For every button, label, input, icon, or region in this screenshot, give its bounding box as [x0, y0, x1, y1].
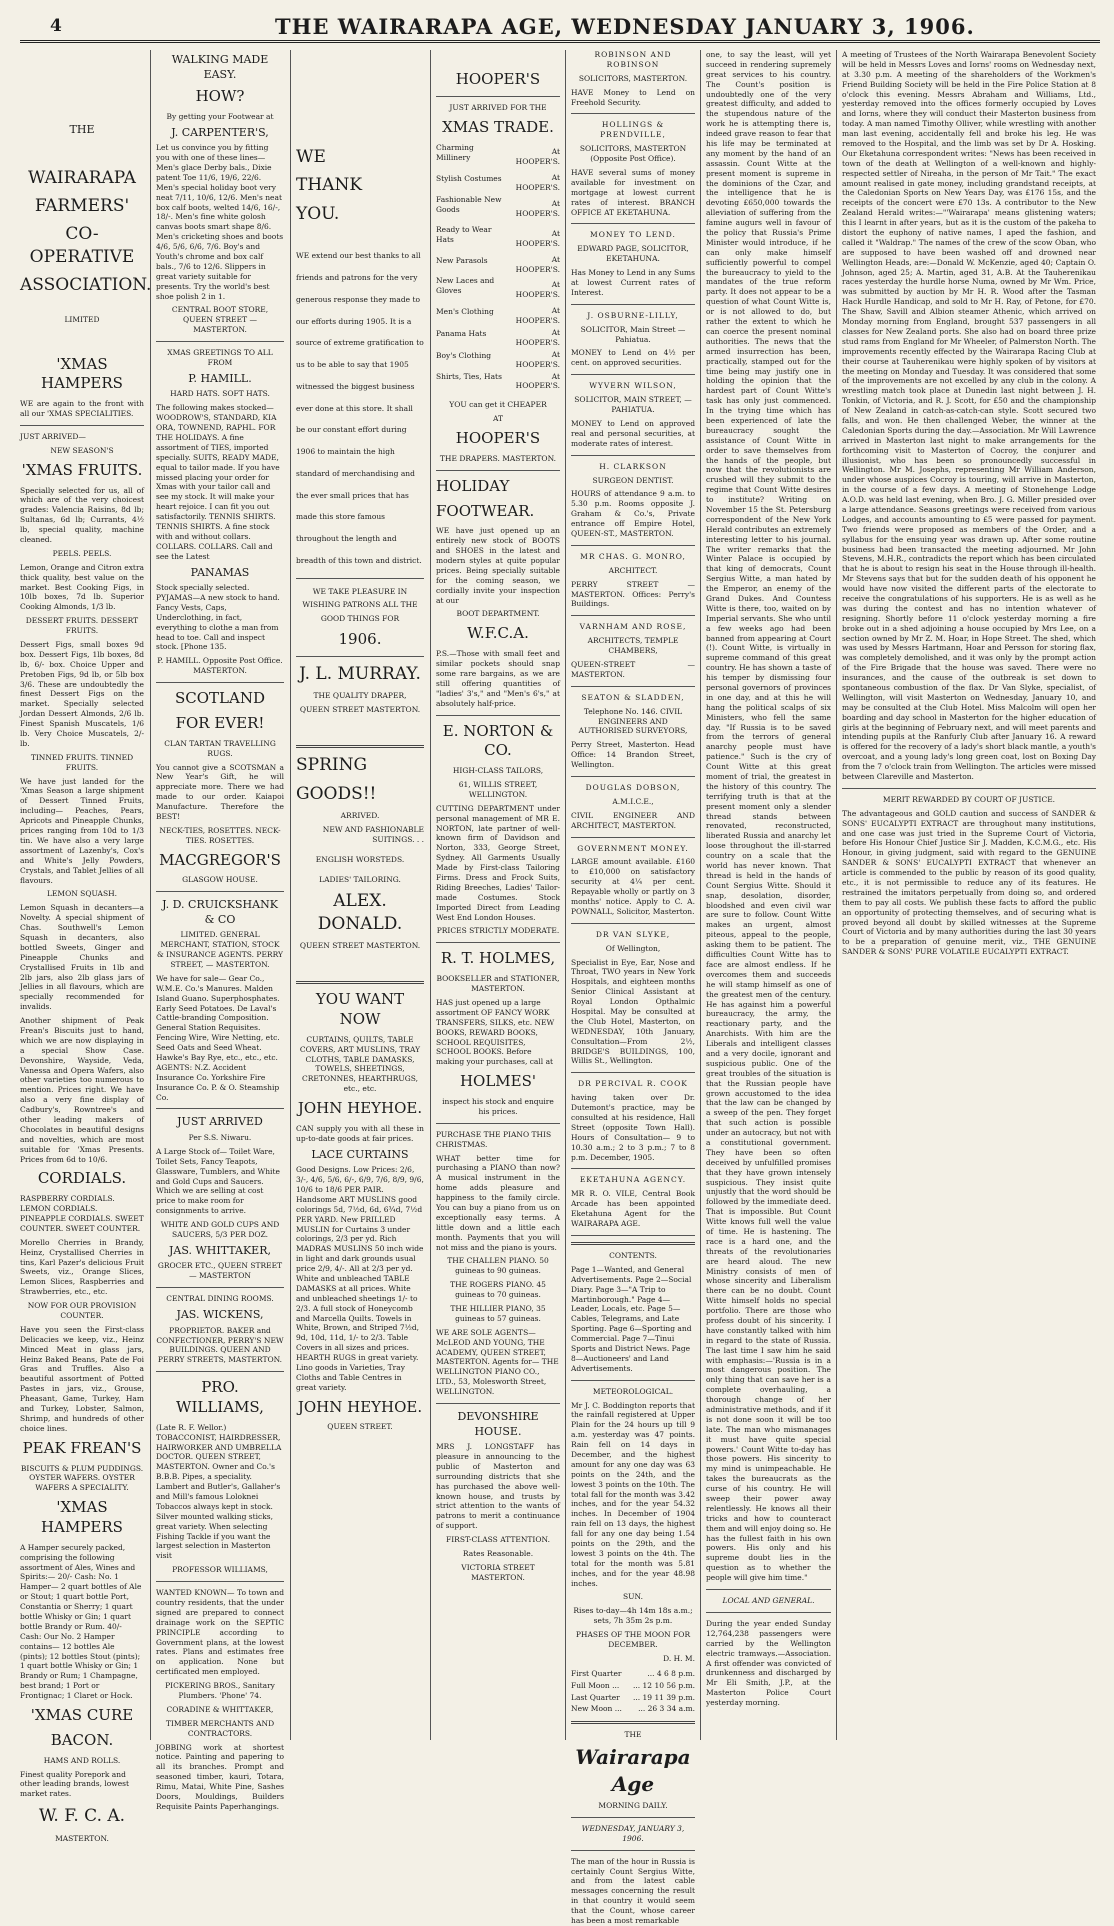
column-1	[20, 50, 152, 1843]
card-heading: WYVERN WILSON,	[589, 381, 677, 391]
ad-thanks: WE extend our best thanks to all friends and patrons for the very generous response they made to our efforts during 1905. It is a source of extreme gratification to us to be able to say that 1905 witnessed the biggest business ever done at this store. It shall be our constant effort during 1906 to maintain the high standard of merchandising and the ever small prices that has made this store famous throughout the length and breadth of this town and district.	[296, 251, 424, 565]
ad-you: YOU.	[296, 203, 340, 224]
moon-row	[571, 1680, 695, 1692]
merit-heading: MERIT REWARDED BY COURT OF JUSTICE.	[882, 794, 1056, 804]
ad-carpenter: J. CARPENTER'S,	[171, 125, 269, 139]
ad-carpenter-desc: Let us convince you by fitting you with one of these lines— Men's glace Derby bals., Dixie patent Toe 11/6, 19/6, 22/6. Men's special holiday boot very neat 7/11, 10/6, 12/6. Men's neat box calf boots, welted 14/6, 16/-, 18/-. Men's fine white golosh canvas boots smart shape 8/6. Men's cricketing shoes and boots 4/6, 5/6, 6/6, 7/6. Boy's and Youth's chrome and box calf bals., 7/6 to 12/6. Slippers in great variety suitable for presents. Try the world's best shoe polish 2 in 1.	[156, 143, 284, 301]
moon-row	[571, 1703, 695, 1715]
ad-foot-desc: WE have just opened up an entirely new stock of BOOTS and SHOES in the latest and modern styles at quite popular prices. Being specially suitable for the coming season, we cordially invite your inspection at our	[436, 526, 560, 605]
local-general-text: During the year ended Sunday 12,764,238 passengers were carried by the Wellington electric tramways.—Association. A first offender was convicted of drunkenness and discharged by Mr Eli Smith, J.P., at the Masterton Police Court yesterday morning.	[706, 1618, 831, 1708]
ad-murray: J. L. MURRAY.	[299, 663, 421, 684]
ad-hamill-desc-2: Stock specially selected. PYJAMAS—A new stock to hand. Fancy Vests, Caps, Underclothing, in fact, everything to clothe a man from head to toe. Call and inspect stock. [Phone 135.	[156, 583, 280, 652]
ad-panamas: PANAMAS	[190, 565, 250, 579]
ad-hoopers: HOOPER'S	[455, 70, 541, 88]
hooper-row	[436, 194, 560, 224]
moon-phase: First Quarter	[571, 1668, 622, 1678]
ad-just-arrived: JUST ARRIVED	[177, 1115, 263, 1129]
ad-wfca: W. F. C. A.	[38, 1806, 126, 1827]
card-subheading: ARCHITECTS, TEMPLE CHAMBERS,	[587, 636, 679, 656]
card-subheading: A.M.I.C.E.,	[612, 796, 654, 806]
ad-bacon-sub: HAMS AND ROLLS.	[43, 1755, 121, 1765]
professional-card	[571, 120, 695, 224]
ad-victoria: VICTORIA STREET MASTERTON.	[461, 1562, 535, 1582]
ad-dessert-desc: Dessert Figs, small boxes 9d box. Dessert Figs, 1lb boxes, 8d lb, 6/- box. Choice Upper and Pretoben Figs, 9d lb, or 5lb box 3/6. These are undoubtedly the finest Dessert Figs on the market. Specially selected Jordan Dessert Almonds, 2/6 lb. Finest Spanish Muscatels, 1/6 lb. Very Choice Muscatels, 2/- lb.	[20, 640, 144, 748]
ad-spring: SPRING	[296, 755, 368, 776]
card-heading: HOLLINGS & PRENDVILLE,	[600, 120, 666, 140]
hooper-row	[436, 142, 560, 172]
ad-carpenter-addr: CENTRAL BOOT STORE, QUEEN STREET — MASTERTON.	[171, 305, 269, 335]
professional-card	[571, 230, 695, 304]
professional-card	[571, 311, 695, 375]
ad-walking: WALKING MADE EASY.	[171, 53, 269, 81]
ad-prices: PRICES STRICTLY MODERATE.	[436, 926, 560, 936]
ad-holmes-2: HOLMES'	[459, 1072, 537, 1091]
ad-wick-desc: PROPRIETOR. BAKER and CONFECTIONER, PERRY'S NEW BUILDINGS. QUEEN AND PERRY STREETS, MASTERTON.	[156, 1325, 284, 1365]
ad-arrived-sub: Per S.S. Niwaru.	[188, 1133, 252, 1142]
card-text: Perry Street, Masterton. Head Office: 14 Brandon Street, Wellington.	[571, 740, 695, 770]
paper-daily: MORNING DAILY.	[598, 1801, 668, 1811]
ad-bacon-desc: Finest quality Porepork and other leading brands, lowest market rates.	[20, 1769, 130, 1799]
card-text: HAVE Money to Lend on Freehold Security.	[571, 87, 695, 107]
hooper-at: At HOOPER'S.	[515, 199, 560, 218]
ad-cruick-sub: LIMITED. GENERAL MERCHANT, STATION, STOCK & INSURANCE AGENTS. PERRY STREET, — MASTERTON.	[157, 930, 283, 970]
column-rule	[836, 50, 837, 1740]
ad-peel-desc: Lemon, Orange and Citron extra thick quality, best value on the market. Best Cooking Figs, in 10lb boxes, 7d lb. Superior Cooking Almonds, 1/3 lb.	[20, 562, 144, 612]
moon-row	[571, 1692, 695, 1704]
card-text: PERRY STREET — MASTERTON. Offices: Perry's Buildings.	[571, 579, 695, 609]
moon-time: ... 12 10 56 p.m.	[633, 1680, 695, 1690]
card-heading: SEATON & SLADDEN,	[581, 692, 685, 702]
ad-norton-addr: 61, WILLIS STREET, WELLINGTON.	[458, 780, 538, 799]
paper-name: Wairarapa Age	[575, 1745, 691, 1796]
paper-the: THE	[624, 1730, 642, 1740]
column-rule	[150, 50, 151, 1740]
ad-cups: WHITE AND GOLD CUPS AND SAUCERS, 5/3 PER DOZ.	[160, 1220, 280, 1240]
card-heading: DOUGLAS DOBSON,	[585, 782, 681, 792]
professional-card	[571, 552, 695, 616]
ad-donald-addr: QUEEN STREET MASTERTON.	[299, 941, 421, 951]
ad-hillier: THE HILLIER PIANO, 35 guineas to 57 guineas.	[450, 1304, 546, 1323]
hooper-at: At HOOPER'S.	[515, 254, 560, 274]
ad-hats: HARD HATS. SOFT HATS.	[170, 389, 270, 399]
card-text: HOURS of attendance 9 a.m. to 5.30 p.m. Rooms opposite J. Graham & Co.'s, Private entrance off Empire Hotel, QUEEN-ST., MASTERTON.	[571, 489, 695, 538]
ad-just-arrived: JUST ARRIVED—	[20, 431, 86, 441]
column-3	[296, 50, 424, 1740]
local-news: A meeting of Trustees of the North Wairarapa Benevolent Society will be held in Messrs Loves and Iorns' rooms on Wednesday next, at 3.30 p.m. A meeting of the shareholders of the Workmen's Friend Building Society will be held in the Fire Police Station at 8 o'clock this evening. Messrs Abraham and Williams, Ltd., yesterday removed into the offices formerly occupied by Loves and Iorns, where they will conduct their Masterton business from today. A man named Timothy Olliver, while wrestling with another man last evening, accidentally fell and broke his leg. He was removed to the Hospital, and the limb was set by Dr A. Hosking. Our Eketahuna correspondent writes: "News has been received in town of the death at Wellington of a well-known and highly-respected settler of Nireaha, in the person of Mr Tait." The exact amount realised in gate money, including grandstand receipts, at the Caledonian Sports on New Years Day, was £176 15s, and the receipts of the concert were £70 13s. A contributor to the New Zealand Herald writes:—"'Wairarapa' means glistening waters; this I learnt in after years, but as it is the custom of the pakeha to distort the euphony of native names, I aped the fashion, and called it "Waldrap." The names of the crew of the scow Oban, who are supposed to have been washed off and drowned near Wellington Heads, are:—Donald W. McKenzie, aged 40; Captain O. Johnson, aged 25; A. Martin, aged 31, A.B. At the Tauherenikau races yesterday the hurdle horse Numa, owned by Mr Wm. Price, was submitted by auction by Mr H. R. Wood after the Tasman Hack Hurdle Handicap, and sold to Mr H. Ray, of Petone, for £70. The Shaw, Savill and Albion steamer Athenic, which arrived on Monday morning from England, brought 537 passengers in all classes for New Zealand ports. She also had on board three prize stud rams from England for Mr Wheeler, of Palmerston North. The improvements recently effected by the Wairarapa Racing Club at their course at Tauherenikau were highly spoken of by visitors at the meeting on Monday and Tuesday. It was considered that some of the improvements are not excelled by any club in the colony. A wrestling match took place at Dunedin last night between J. H. Tonkin, of Victoria, and R. J. Scott, for £50 and the championship of New Zealand in catch-as-catch-can style. Scott secured two falls, and won. He then challenged Weber, the winner at the Caledonian Sports during the day.—Association. Mr Will Lawrence arrived in Masterton last night to make arrangements for the forthcoming visit to Masterton of Cocroy, the conjurer and illusionist, who has been so pronouncedly successful in Wellington. Mr M. Josephs, representing Mr William Anderson, under whose auspices Cocroy is touring, will arrive in Masterton, in the course of a few days. A meeting of Stonehenge Lodge A.O.D. was held last evening, when Bro. J. G. Miller presided over a large attendance. Seasons greetings were received from various Lodges, and accounts amounting to £5 were passed for payment. Two friends were proposed as members of the Order, and a syllabus for the ensuing year was drawn up. After some routine business had been transacted the meeting adjourned. Mr John Stevens, M.H.R., contradicts the report which has been circulated that he is about to resign his seat in the House through ill-health. Mr Stevens says that but for the sudden death of his opponent he would have now visited the different parts of the electorate to receive the congratulations of his supporters. He is as well as he was during the contest and has no intention whatever of resigning. Shortly before 11 o'clock yesterday morning a fire broke out in a shed adjoining a house occupied by Mrs Lee, on a section owned by Mr Z. M. Hoar, in Hope Street. The shed, which was used by Messrs Hartmann, Hoar and Persson for storing flax, was completely demolished, and it was only by the prompt action of the Fire Brigade that the house was saved. There were no insurances, and the cause of the outbreak is set down to spontaneous combustion of the flax. Dr Van Slyke, specialist, of Wellington, will visit Masterton on Wednesday, January 10, and may be consulted at the Club Hotel. Miss Malcolm will open her boarding and day school in Masterton for the higher education of girls at the beginning of February next, and will meet parents and intending pupils at the Ranfurly Club after January 16. A reward is offered for the recovery of a lady's short black mantle, a youth's overcoat, and a young lady's long green coat, lost on Boxing Day from the 7 o'clock train from Wellington. The articles were missed between Clareville and Masterton.	[842, 50, 1096, 782]
card-subheading: Of Wellington,	[605, 943, 661, 953]
ad-how: HOW?	[195, 87, 245, 106]
ad-at: AT	[492, 414, 503, 424]
moon-heading: PHASES OF THE MOON FOR DECEMBER.	[575, 1630, 691, 1649]
card-heading: DR VAN SLYKE,	[595, 929, 671, 939]
ad-ladies: LADIES' TAILORING.	[319, 874, 401, 884]
ad-lace: LACE CURTAINS	[311, 1147, 409, 1161]
ad-pleasure: WE TAKE PLEASURE IN WISHING PATRONS ALL THE GOOD THINGS FOR	[302, 586, 418, 623]
ad-norton-desc: CUTTING DEPARTMENT under personal management of MR E. NORTON, late partner of well-known firm of Davidson and Norton, 333, George Street, Sydney. All Garments Usually Made by First-class Tailoring Firms. Dress and Frock Suits, Riding Breeches, Ladies' Tailor-made Costumes. Stock Imported Direct from Leading West End London Houses.	[436, 803, 560, 922]
ad-the: THE	[69, 123, 95, 136]
ad-limited: LIMITED	[64, 314, 100, 324]
professional-card	[571, 783, 695, 838]
card-heading: DR PERCIVAL R. COOK	[578, 1079, 688, 1089]
hooper-row	[436, 327, 560, 349]
ad-quality-draper: THE QUALITY DRAPER,	[313, 691, 407, 701]
ad-norton-sub: HIGH-CLASS TAILORS,	[452, 766, 544, 776]
ad-dessert: DESSERT FRUITS. DESSERT FRUITS.	[25, 616, 139, 636]
ad-clan: CLAN TARTAN TRAVELLING RUGS.	[164, 738, 276, 758]
ad-holiday: HOLIDAY	[436, 476, 510, 495]
card-subheading: SOLICITOR, Main Street — Pahiatua.	[580, 324, 686, 344]
card-heading: H. CLARKSON	[599, 461, 667, 471]
contents-heading: CONTENTS.	[609, 1250, 657, 1260]
ad-xmas-hampers: 'XMAS HAMPERS	[41, 354, 123, 393]
hooper-at: At HOOPER'S.	[515, 280, 560, 300]
card-heading: GOVERNMENT MONEY.	[577, 843, 689, 853]
hooper-row	[436, 349, 560, 371]
ad-tinned: TINNED FRUITS. TINNED FRUITS.	[30, 752, 134, 772]
ad-just-arrived: JUST ARRIVED FOR THE	[449, 102, 547, 112]
professional-card	[571, 50, 695, 114]
hooper-row	[436, 305, 560, 327]
page-number: 4	[50, 16, 62, 36]
professional-card	[571, 462, 695, 546]
ad-hamill-desc: The following makes stocked—WOODROW'S, STANDARD, KIA ORA, TOWNEND, RAPHL. FOR THE HOLIDAYS. A fine assortment of TIES, imported specially. SUITS, READY MADE, equal to tailor made. If you have missed placing your order for Xmas with your tailor call and see my stock. It will make your heart rejoice. I can fit you out satisfactorily. TENNIS SHIRTS. TENNIS SHIRTS. A fine stock with and without collars. COLLARS. COLLARS. Call and see the Latest	[156, 403, 280, 561]
ad-hamper-desc: A Hamper securely packed, comprising the following assortment of Ales, Wines and Spirits:— 20/- Cash: No. 1 Hamper— 2 quart bottles of Ale or Stout; 1 quart bottle Port, Constantia or Sherry; 1 quart bottle Whisky or Gin; 1 quart bottle Brandy or Rum. 40/- Cash: Our No. 2 Hamper contains— 12 bottles Ale (pints); 12 bottles Stout (pints); 1 quart bottle Whisky or Gin; 1 Brandy or Rum; 1 Champagne, best brand; 1 Port or Frontignac; 1 Claret or Hock.	[20, 1542, 142, 1701]
ad-holmes-desc: HAS just opened up a large assortment OF FANCY WORK TRANSFERS, SILKS, etc. NEW BOOKS, REWARD BOOKS, SCHOOL REQUISITES, SCHOOL BOOKS. Before making your purchases, call at	[436, 997, 555, 1067]
hooper-item: Shirts, Ties, Hats	[436, 372, 502, 382]
ad-greetings: XMAS GREETINGS TO ALL FROM	[167, 348, 273, 368]
ad-how-sub: By getting your Footwear at	[166, 111, 274, 121]
ad-lace-desc: Good Designs. Low Prices: 2/6, 3/-, 4/6, 5/6, 6/-, 6/9, 7/6, 8/9, 9/6, 10/6 to 18/6 PER PAIR. Handsome ART MUSLINS good colorings 5d, 7½d, 6d, 6¾d, 7½d PER YARD. New FRILLED MUSLIN for Curtains 3 under colorings, 2/3 per yd. Rich MADRAS MUSLINS 50 inch wide in light and dark grounds usual price 2/9, 4/-. All at 2/3 per yd. White and unbleached TABLE DAMASKS at all prices. White and unbleached sheetings 1/- to 2/3. A full stock of Honeycomb and Marcella Quilts. Towels in White, Brown, and Striped 7½d, 9d, 10d, 11d, 1/- to 2/3. Table Covers in all sizes and prices. HEARTH RUGS in great variety. Lino goods in Varieties, Tray Cloths and Table Centres in great variety.	[296, 1165, 424, 1392]
ad-prov-desc: Have you seen the First-class Delicacies we keep, viz., Heinz Minced Meat in glass jars, Heinz Baked Beans, Pate de Foi Gras and Truffles. Also a beautiful assortment of Potted Pastes in jars, viz., Grouse, Pheasant, Game, Turkey, Ham and Turkey, Lobster, Salmon, Shrimp, and hundreds of other choice lines.	[20, 1324, 144, 1433]
ad-cord-sub: TIMBER MERCHANTS AND CONTRACTORS.	[165, 1718, 275, 1738]
ad-peels: PEELS. PEELS.	[52, 548, 112, 558]
ad-neckties: NECK-TIES, ROSETTES. NECK-TIES. ROSETTES.	[159, 825, 281, 845]
moon-time: ... 4 6 8 p.m.	[647, 1668, 695, 1678]
ad-coop: CO-OPERATIVE	[29, 224, 135, 267]
ad-rates: Rates Reasonable.	[462, 1548, 534, 1558]
ad-bacon: BACON.	[50, 1730, 114, 1749]
hooper-row	[436, 371, 560, 393]
ad-holmes-sub: BOOKSELLER and STATIONER, MASTERTON.	[436, 974, 560, 994]
ad-arrived: ARRIVED.	[340, 810, 380, 820]
ad-challen: THE CHALLEN PIANO. 50 guineas to 90 guineas.	[447, 1256, 549, 1276]
ad-agents: WE ARE SOLE AGENTS— McLEOD AND YOUNG, THE ACADEMY, QUEEN STREET, MASTERTON. Agents for— THE WELLINGTON PIANO CO., LTD., 53, Molesworth Street, WELLINGTON.	[436, 1327, 559, 1397]
hooper-at: At HOOPER'S.	[515, 349, 560, 369]
ad-heyhoe-2: JOHN HEYHOE.	[297, 1397, 423, 1416]
ad-hey-desc: CAN supply you with all these in up-to-date goods at fair prices.	[296, 1123, 424, 1143]
ad-first-class: FIRST-CLASS ATTENTION.	[446, 1535, 550, 1545]
ad-cordials: CORDIALS.	[37, 1169, 127, 1188]
ad-lemon-desc: Lemon Squash in decanters—a Novelty. A special shipment of Chas. Southwell's Lemon Squash in decanters, also bottled Sweets, Ginger and Pineapple Chunks and Crystallised Fruits in 1lb and 2lb jars, also 2lb glass jars of Jellies in all flavours, which are specially recommended for invalids.	[20, 903, 144, 1012]
ad-fruit-desc: Specially selected for us, all of which are of the very choicest grades: Valencia Raisins, 8d lb; Sultanas, 6d lb; Currants, 4½ lb, special quality, machine cleaned.	[20, 485, 144, 544]
hooper-item: Boy's Clothing	[436, 350, 492, 360]
sun-heading: SUN.	[623, 1592, 643, 1602]
column-rule	[565, 50, 566, 1740]
ad-xmas-fruits: 'XMAS FRUITS.	[21, 460, 143, 479]
ad-peak-desc: BISCUITS & PLUM PUDDINGS. OYSTER WAFERS. OYSTER WAFERS A SPECIALITY.	[20, 1463, 144, 1493]
moon-header: D. H. M.	[663, 1653, 695, 1663]
card-text: QUEEN-STREET — MASTERTON.	[571, 659, 695, 679]
hooper-at: At HOOPER'S.	[515, 173, 560, 193]
ad-pro-williams: PRO. WILLIAMS,	[176, 1378, 264, 1416]
hooper-row	[436, 254, 560, 276]
ad-cruick-desc: We have for sale— Gear Co., W.M.E. Co.'s Manures. Malden Island Guano. Superphosphates. Early Seed Potatoes. De Laval's Cattle-branding Composition. General Station Requisites. Fencing Wire, Wire Netting, etc. Seed Oats and Seed Wheat. Hawke's Bay Rye, etc., etc., etc. AGENTS: N.Z. Accident Insurance Co. Yorkshire Fire Insurance Co. P. & O. Steamship Co.	[156, 973, 280, 1102]
ad-norton: E. NORTON & CO.	[442, 721, 554, 760]
card-text: MR R. O. VILE, Central Book Arcade has been appointed Eketahuna Agent for the WAIRARAPA AGE.	[571, 1189, 695, 1229]
ad-macgregor: MACGREGOR'S	[159, 850, 281, 869]
professional-card	[571, 693, 695, 777]
ad-thank: THANK	[296, 175, 363, 196]
ad-cordaine: CORADINE & WHITTAKER,	[166, 1704, 274, 1714]
ad-new-and: NEW AND FASHIONABLE SUITINGS. . .	[322, 824, 424, 844]
card-text: CIVIL ENGINEER AND ARCHITECT, MASTERTON.	[571, 810, 695, 830]
ad-biscuit-desc: Another shipment of Peak Frean's Biscuits just to hand, which we are now displaying in a special Show Case. Devonshire, Wayside, Veda, Vanessa and Opera Wafers, also other varieties too numerous to mention. Prices right. We have also a very fine display of Cadbury's, Rowntree's and other leading makers of Chocolates in beautiful designs and novelties, which are most suitable for 'Xmas Presents. Prices from 6d to 10/6.	[20, 1016, 144, 1164]
column-rule	[700, 50, 701, 1740]
card-text: MONEY to Lend on 4½ per cent. on approved securities.	[571, 348, 695, 368]
hooper-item: Stylish Costumes	[436, 174, 502, 184]
hooper-row	[436, 172, 560, 194]
ad-arrived-desc: A Large Stock of— Toilet Ware, Toilet Sets, Fancy Teapots, Glassware, Tumblers, and White and Gold Cups and Saucers. Which we are selling at cost price to make room for consignments to arrive.	[156, 1146, 280, 1216]
ad-cruickshank: J. D. CRUICKSHANK & CO	[162, 898, 278, 926]
leader-text: The man of the hour in Russia is certainly Count Sergius Witte, and from the latest cable messages concerning the result in that country it would seem that the Count, whose career has been a most remarkable	[571, 1856, 695, 1926]
ad-hoopers-2: HOOPER'S	[455, 429, 541, 448]
hooper-item: Charming Millinery	[436, 143, 474, 163]
ad-rogers: THE ROGERS PIANO. 45 guineas to 70 guineas.	[450, 1280, 546, 1300]
hooper-at: At HOOPER'S.	[515, 327, 560, 347]
professional-card	[571, 1079, 695, 1169]
card-heading: MR CHAS. G. MONRO,	[580, 551, 686, 561]
meteorological-text: Mr J. C. Boddington reports that the rainfall registered at Upper Plain for the 24 hours up till 9 a.m. yesterday was 47 points. Rain fell on 14 days in December, and the highest amount for any one day was 63 points on the 24th, and the lowest 3 points on the 10th. The total fall for the month was 3.42 inches, and for the year 54.32 inches. In December of 1904 rain fell on 13 days, the highest fall for any one day being 1.54 points on the 29th, and the lowest 3 points on the 4th. The total for the month was 5.81 inches, and for the year 48.98 inches.	[571, 1400, 695, 1588]
card-text: HAVE several sums of money available for investment on mortgage at lowest current rates of interest. BRANCH OFFICE AT EKETAHUNA.	[571, 168, 695, 217]
ad-dining: CENTRAL DINING ROOMS.	[166, 1294, 274, 1304]
ad-scotland: SCOTLAND	[175, 689, 265, 708]
hooper-item: Men's Clothing	[436, 307, 494, 317]
ad-wanted: WANTED KNOWN— To town and country residents, that the under signed are prepared to connect drainage work on the SEPTIC PRINCIPLE according to Government plans, at the lowest rates. Plans and estimates free on application. None but certificated men employed.	[156, 1588, 284, 1677]
professional-cards	[571, 50, 695, 1236]
ad-purchase: PURCHASE THE PIANO THIS CHRISTMAS.	[436, 1129, 552, 1149]
ad-dev-desc: MRS J. LONGSTAFF has pleasure in announcing to the public of Masterton and surrounding districts that she has purchased the above well-known house, and trusts by strict attention to the wants of patrons to merit a continuance of support.	[436, 1442, 560, 1531]
ad-ps: P.S.—Those with small feet and similar pockets should snap some rare bargains, as we are still offering quantities of "ladies' 3's," and "Men's 6's," at absolutely half-price.	[436, 649, 560, 708]
moon-row	[571, 1668, 695, 1680]
ad-want-desc: CURTAINS, QUILTS, TABLE COVERS, ART MUSLINS, TRAY CLOTHS, TABLE DAMASKS, TOWELS, SHEETINGS, CRETONNES, HEARTHRUGS, etc., etc.	[299, 1034, 421, 1094]
ad-whit-sub: GROCER ETC., QUEEN STREET — MASTERTON	[157, 1261, 283, 1281]
card-subheading: EDWARD PAGE, SOLICITOR, EKETAHUNA.	[577, 244, 689, 264]
ad-jobbing: JOBBING work at shortest notice. Painting and papering to all its branches. Prompt and seasoned timber, kauri, Totara, Rimu, Matai, White Pine, Sashes Doors, Mouldings, Builders Requisite Paints Paperhangings.	[156, 1742, 284, 1811]
ad-footwear: FOOTWEAR.	[436, 501, 535, 520]
card-subheading: SOLICITORS, MASTERTON.	[578, 73, 688, 83]
card-subheading: SURGEON DENTIST.	[592, 475, 674, 485]
ad-we: WE	[296, 147, 326, 167]
hooper-at: At HOOPER'S.	[515, 228, 560, 248]
column-7	[842, 50, 1096, 1740]
merit-text: The advantageous and GOLD caution and success of SANDER & SONS' EUCALYPTI EXTRACT are throughout many institutions, and one case was just tried in the Supreme Court of Victoria, before His Honour Chief Justice Sir J. Madden, K.C.M.G., etc. His Honour, in giving judgment, said with regard to the GENUINE SANDER & SONS' EUCALYPTI EXTRACT that whenever an article is commended to the public by reason of its good quality, etc., it is not permissible to reduce any of its features. He restrained the imitators perpetually from doing so, and ordered them to pay all costs. We publish these facts to afford the public an opportunity of protecting themselves, and of securing what is proved beyond all doubt by skilled witnesses at the Supreme Court of Victoria and by many authorities during the last 30 years to be a preparation of genuine merit, viz., THE GENUINE SANDER & SONS' PURE VOLATILE EUCALYPTI EXTRACT.	[842, 808, 1096, 957]
column-rule	[290, 50, 291, 1740]
ad-you-want: YOU WANT NOW	[315, 990, 405, 1028]
ad-pro-desc: (Late R. F. Wellor.) TOBACCONIST, HAIRDRESSER, HAIRWORKER AND UMBRELLA DOCTOR. QUEEN STREET, MASTERTON. Owner and Co.'s B.B.B. Pipes, a speciality. Lambert and Butler's, Gallaher's and Mill's famous Loloknei Tobaccos always kept in stock. Silver mounted walking sticks, great variety. When selecting Fishing Tackle if you want the largest selection in Masterton visit	[156, 1422, 282, 1561]
moon-time: ... 26 3 34 a.m.	[638, 1704, 695, 1714]
ad-lemon: LEMON SQUASH.	[46, 889, 118, 899]
newspaper-title: THE WAIRARAPA AGE, WEDNESDAY JANUARY 3, 1906.	[275, 14, 975, 39]
ad-glasgow: GLASGOW HOUSE.	[182, 875, 258, 885]
ad-english: ENGLISH WORSTEDS.	[315, 854, 405, 864]
moon-time: ... 19 11 39 p.m.	[633, 1692, 695, 1702]
ad-cord-list: RASPBERRY CORDIALS. LEMON CORDIALS. PINEAPPLE CORDIALS. SWEET COUNTER. SWEET COUNTER.	[20, 1194, 144, 1233]
card-text: Has Money to Lend in any Sums at lowest Current rates of Interest.	[571, 268, 695, 297]
ad-drapers: THE DRAPERS. MASTERTON.	[439, 453, 557, 463]
ad-devonshire: DEVONSHIRE HOUSE.	[457, 1410, 539, 1438]
card-text: MONEY to Lend on approved real and personal securities, at moderate rates of interest.	[571, 418, 695, 448]
moon-phase: Last Quarter	[571, 1692, 620, 1702]
ad-wairarapa: WAIRARAPA	[28, 167, 136, 188]
hooper-list	[436, 142, 560, 392]
column-5	[571, 50, 695, 1926]
ad-piano: WHAT better time for purchasing a PIANO than now? A musical instrument in the home adds pleasure and happiness to the family circle. You can buy a piano from us on exceptionally easy terms. A little down and a little each month. Payments that you will not miss and the piano is yours.	[436, 1153, 560, 1252]
sun-text: Rises to-day—4h 14m 18s a.m.; sets, 7h 35m 2s p.m.	[573, 1606, 693, 1626]
ad-tinned-desc: We have just landed for the 'Xmas Season a large shipment of Dessert Tinned Fruits, including— Peaches, Pears, Apricots and Pineapple Chunks, prices ranging from 10d to 1/3 tin. We have also a very large assortment of Lazenby's, Cox's and White's Jelly Powders, Crystals, and Tablet Jellies of all flavours.	[20, 776, 144, 885]
card-heading: VARNHAM AND ROSE,	[579, 622, 687, 632]
hooper-at: At HOOPER'S.	[515, 306, 560, 326]
moon-phases	[571, 1668, 695, 1716]
contents-list: Page 1—Wanted, and General Advertisements. Page 2—Social Diary. Page 3—"A Trip to Martinborough." Page 4—Leader, Locals, etc. Page 5—Cables, Telegrams, and Late Sporting. Page 6—Sporting and Commercial. Page 7—Tinui Sports and District News. Page 8—Auctioneers' and Land Advertisements.	[571, 1264, 692, 1373]
professional-card	[571, 1175, 695, 1235]
card-text: having taken over Dr. Dutemont's practice, may be consulted at his residence, Hall Street (opposite Town Hall). Hours of Consultation— 9 to 10.30 a.m.; 2 to 3 p.m.; 7 to 8 p.m. December, 1905.	[571, 1093, 695, 1162]
card-subheading: Telephone No. 146. CIVIL ENGINEERS AND AUTHORISED SURVEYORS,	[578, 706, 688, 736]
meteorological-heading: METEOROLOGICAL.	[592, 1386, 674, 1396]
ad-hamill-addr: P. HAMILL. Opposite Post Office. MASTERTON.	[157, 656, 283, 676]
hooper-at: At HOOPER'S.	[515, 147, 560, 167]
ad-goods: GOODS!!	[296, 783, 377, 804]
ad-new-season: NEW SEASON'S	[50, 445, 114, 455]
local-general-heading: LOCAL AND GENERAL.	[722, 1596, 815, 1606]
column-rule	[430, 50, 431, 1740]
column-4	[436, 50, 560, 1740]
ad-donald: ALEX. DONALD.	[317, 891, 403, 934]
ad-boot-dept: BOOT DEPARTMENT.	[456, 609, 540, 619]
ad-wickens: JAS. WICKENS,	[176, 1308, 264, 1322]
ad-wfca: W.F.C.A.	[467, 624, 529, 643]
card-heading: ROBINSON AND ROBINSON	[594, 50, 672, 69]
card-heading: J. OSBURNE-LILLY,	[587, 310, 679, 320]
ad-whittaker: JAS. WHITTAKER,	[169, 1243, 271, 1257]
ad-hamill: P. HAMILL.	[188, 371, 252, 385]
ad-cord-desc: Morello Cherries in Brandy, Heinz, Crystallised Cherries in tins, Karl Pazer's delicious Fruit Sweets, viz., Orange Slices, Lemon Slices, Raspberries and Strawberries, etc., etc.	[20, 1237, 144, 1297]
hooper-row	[436, 224, 560, 254]
moon-phase: Full Moon ...	[571, 1680, 620, 1690]
ad-1906: 1906.	[338, 630, 382, 649]
hooper-item: Panama Hats	[436, 328, 487, 338]
hooper-item: New Laces and Gloves	[436, 276, 495, 296]
ad-pickering: PICKERING BROS., Sanitary Plumbers. 'Phone' 74.	[165, 1681, 275, 1701]
ad-farmers: FARMERS'	[34, 195, 130, 216]
professional-card	[571, 622, 695, 686]
card-heading: MONEY TO LEND.	[590, 230, 676, 240]
card-subheading: SOLICITORS, MASTERTON (Opposite Post Office).	[579, 144, 687, 164]
ad-scot-desc: You cannot give a SCOTSMAN a New Year's Gift, he will appreciate more. There we had made to our order. Kaiapoi Manufacture. Therefore the BEST!	[156, 762, 284, 821]
ad-pro-sig: PROFESSOR WILLIAMS,	[172, 1565, 268, 1575]
moon-phase: New Moon ...	[571, 1704, 622, 1714]
hooper-at: At HOOPER'S.	[515, 371, 560, 391]
masthead	[20, 10, 1100, 43]
hooper-item: Ready to Wear Hats	[436, 224, 492, 244]
leader-continued: one, to say the least, will yet succeed in rendering supremely great services to his country. The Count's position is undoubtedly one of the very greatest difficulty, and added to the stupendous nature of the work he is attempting there is, indeed grave reason to fear that his life may be terminated at any moment by the hand of an assassin. Count Witte at the present moment is supreme in the dominions of the Czar, and the intelligence that he is devoting £650,000 towards the alleviation of suffering from the famine augurs well in favour of the policy that Russia's Prime Minister would introduce, if he can only make himself sufficiently powerful to compel the bureaucracy to yield to the mandates of the true reform party. It does not appear to be a question of what Count Witte is, or is not allowed to do, but rather the extent to which he can coerce the present nominal authorities. The news that the armed insurrection has been, practically, stamped out for the time being may justify one in holding the opinion that the hardest part of Count Witte's task has only just commenced. In the trying time which has been experienced of late the bureaucracy sought the assistance of Count Witte in order to save themselves from the hands of the people, but now that the revolutionists are crushed will they submit to the regime that Count Witte desires to institute? Writing on November 15 the St. Petersburg correspondent of the New York Herald contributes an extremely interesting letter to his journal. The writer remarks that the Winter Palace is occupied by that king of democrats, Count Sergius Witte, a man hated by the Emperor, an enemy of the Grand Dukes. And Countess Witte is there, too, waited on by Imperial servants. She who until a few weeks ago had been banned from appearing at Court (!). Count Witte, is virtually in supreme command of this great country. He has shown a taste of his temper by dismissing four personal governors of provinces in one day, and at this he will hang the political scalps of six Ministers, who fell the same day. "If Russia is to be saved from the terrors of general anarchy people must have patience." Such is the cry of Count Witte at this great moment of trial, the greatest in the history of this country. The terrifying truth is that at the present moment only a slender thread stands between renovated, reconstructed, liberated Russia and anarchy let loose throughout the ill-starred country on a scale that the world has never known. That thread is held in the hands of Count Sergius Witte. Should it snap, desolation, disorder, bloodshed and even civil war are sure to follow. Count Witte makes an urgent, almost piteous, appeal to the people, asking them to be patient. The difficulties Count Witte has to face are almost endless. If he overcomes them and succeeds he will stamp himself as one of the greatest men of the century. He has against him a powerful bureaucracy, the army, the reactionary party, and the Anarchists. With him are the Liberals and intelligent classes and a very docile, ignorant and suspicious public. One of the great troubles of the situation is that the Russian people have grown accustomed to the idea that the law can be changed by a sweep of the pen. They forget that such action is possible under an autocracy, but not with a constitutional government. They have been so often deceived by unfulfilled promises that they have grown intensely suspicious. They insist quite unjustly that the word should be followed by the immediate deed. That is impossible. But Count Witte knows full well the value of time. He is hastening. The race is a hard one, and the threats of the revolutionaries are heard aloud. The new Ministry consists of men of whose sincerity and Liberalism there can be no doubt. Count Witte himself holds no special portfolio. There are those who profess doubt of his sincerity. I have constantly talked with him in regard to the state of Russia. The last time I saw him he said with emphasis:—'Russia is in a most dangerous position. The only thing that can save her is a complete overhauling, a thorough change of her administrative methods, and if it is not done soon it will be too late. The man who mismanages it must have quite special powers.' Count Witte to-day has those powers. His sincerity to my mind is unimpeachable. He takes the bureaucrats as the curse of his country. He will sweep their power away relentlessly. He knows all their tricks and how to counteract them and will enjoy doing so. He has the fullest faith in his own powers. His only and his supreme doubt lies in the question as to whether the people will give him time."	[706, 50, 831, 1583]
ad-queen-st-2: QUEEN STREET.	[327, 1422, 393, 1432]
ad-heyhoe: JOHN HEYHOE.	[297, 1099, 423, 1118]
column-6	[706, 50, 831, 1740]
ad-xmas-hampers-2: 'XMAS HAMPERS	[41, 1498, 123, 1536]
professional-card	[571, 930, 695, 1074]
paper-date: WEDNESDAY, JANUARY 3, 1906.	[581, 1823, 685, 1843]
ad-xmas-trade: XMAS TRADE.	[442, 117, 554, 136]
ad-for-ever: FOR EVER!	[175, 713, 265, 732]
hooper-item: New Parasols	[436, 255, 488, 265]
card-text: Specialist in Eye, Ear, Nose and Throat, TWO years in New York Hospitals, and eighteen months Senior Clinical Assistant at Royal London Opthalmic Hospital. May be consulted at the Club Hotel, Masterton, on WEDNESDAY, 10th January, Consultation—From 2½, BRIDGE'S BUILDINGS, 100, Willis St., Wellington.	[571, 957, 695, 1066]
card-subheading: ARCHITECT.	[608, 565, 658, 575]
hooper-row	[436, 275, 560, 305]
professional-card	[571, 381, 695, 455]
ad-holmes-inv: inspect his stock and enquire his prices.	[442, 1096, 554, 1116]
professional-card	[571, 844, 695, 924]
ad-cheaper: YOU can get it CHEAPER	[449, 400, 547, 410]
ad-masterton: MASTERTON.	[55, 1833, 109, 1843]
card-text: LARGE amount available. £160 to £10,000 on satisfactory security at 4¼ per cent. Repayable wholly or partly on 3 months' notice. Apply to C. A. POWNALL, Solicitor, Masterton.	[571, 857, 695, 916]
hooper-item: Fashionable New Goods	[436, 195, 502, 214]
ad-intro: WE are again to the front with all our 'XMAS SPECIALITIES.	[20, 399, 144, 419]
ad-provision: NOW FOR OUR PROVISION COUNTER.	[27, 1301, 137, 1321]
ad-queen-st: QUEEN STREET MASTERTON.	[299, 705, 421, 715]
card-subheading: SOLICITOR, MAIN STREET, — PAHIATUA.	[574, 395, 692, 415]
column-2	[156, 50, 284, 1811]
ad-xmas-cure: 'XMAS CURE	[30, 1706, 134, 1725]
ad-holmes: R. T. HOLMES,	[440, 949, 556, 968]
ad-peak-freans: PEAK FREAN'S	[22, 1438, 142, 1457]
card-heading: EKETAHUNA AGENCY.	[579, 1175, 687, 1185]
ad-association: ASSOCIATION.	[20, 275, 152, 296]
